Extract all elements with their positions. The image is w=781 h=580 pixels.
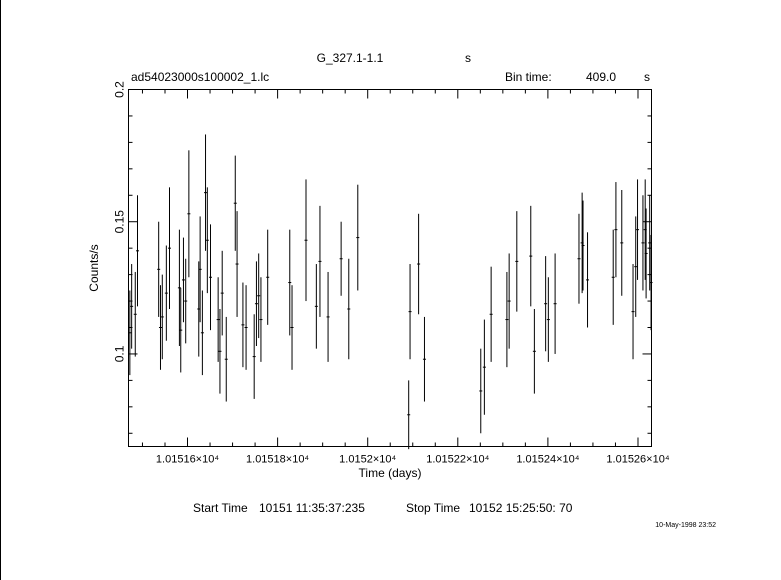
data-point xyxy=(544,256,547,351)
data-point xyxy=(204,134,207,250)
data-point xyxy=(620,190,623,296)
data-point xyxy=(184,259,187,344)
data-point xyxy=(217,277,220,362)
start-time-value: 10151 11:35:37:235 xyxy=(259,501,365,515)
data-point xyxy=(554,253,557,353)
data-point xyxy=(586,232,589,327)
data-point xyxy=(636,179,639,279)
data-point xyxy=(241,283,244,368)
x-tick-label: 1.01516×10⁴ xyxy=(155,453,220,466)
data-point xyxy=(327,272,330,362)
bin-time-unit: s xyxy=(644,70,650,84)
data-point xyxy=(340,222,343,296)
data-point xyxy=(641,195,644,290)
stop-time-label: Stop Time xyxy=(406,501,461,515)
data-point xyxy=(577,214,580,304)
data-point xyxy=(632,264,635,359)
data-point xyxy=(483,320,486,415)
data-point xyxy=(490,267,493,362)
x-tick-label: 1.01522×10⁴ xyxy=(426,453,490,466)
data-point xyxy=(253,314,256,399)
data-point xyxy=(318,206,321,317)
y-tick-label: 0.1 xyxy=(112,345,127,363)
data-point xyxy=(206,187,209,293)
data-point xyxy=(221,251,224,336)
data-point xyxy=(529,206,532,306)
data-point xyxy=(157,222,160,317)
data-point xyxy=(515,211,518,311)
data-point xyxy=(356,185,359,291)
data-point xyxy=(634,216,637,316)
data-point xyxy=(201,290,204,375)
data-point xyxy=(347,259,350,359)
y-tick-labels xyxy=(113,81,127,362)
data-point xyxy=(505,272,508,367)
data-point xyxy=(182,238,185,323)
file-name: ad54023000s100002_1.lc xyxy=(131,70,270,84)
data-point xyxy=(409,264,412,359)
data-point xyxy=(136,195,139,306)
data-point xyxy=(315,264,318,349)
data-point xyxy=(304,179,307,301)
data-point xyxy=(266,230,269,325)
data-point xyxy=(159,285,162,370)
x-tick-label: 1.01526×10⁴ xyxy=(606,453,670,466)
y-axis-title: Counts/s xyxy=(87,244,101,292)
bin-time-label: Bin time: xyxy=(505,70,552,84)
data-point xyxy=(407,380,410,449)
plot-date: 10-May-1998 23:52 xyxy=(655,522,716,529)
data-point xyxy=(209,224,212,330)
data-point xyxy=(161,275,164,360)
bin-time-value: 409.0 xyxy=(585,70,616,84)
data-point xyxy=(423,317,426,402)
data-point xyxy=(134,272,137,357)
data-point xyxy=(218,309,221,394)
data-point xyxy=(255,261,258,346)
data-point xyxy=(225,317,228,402)
data-point xyxy=(479,349,482,434)
data-point xyxy=(288,230,291,336)
data-point xyxy=(130,264,133,349)
data-point xyxy=(612,230,615,325)
y-tick-label: 0.2 xyxy=(112,81,127,98)
data-point xyxy=(234,156,237,251)
data-point xyxy=(547,277,550,362)
x-tick-label: 1.01518×10⁴ xyxy=(246,453,310,466)
data-point xyxy=(533,309,536,394)
data-point xyxy=(291,285,294,370)
data-points xyxy=(128,134,652,449)
x-axis-title: Time (days) xyxy=(358,466,422,480)
x-tick-labels xyxy=(156,454,670,466)
x-tick-label: 1.0152×10⁴ xyxy=(339,453,397,466)
data-point xyxy=(165,246,168,341)
x-tick-label: 1.01524×10⁴ xyxy=(516,453,580,466)
data-point xyxy=(417,214,420,314)
stop-time-value: 10152 15:25:50: 70 xyxy=(469,501,573,515)
data-point xyxy=(259,277,262,362)
data-point xyxy=(257,253,260,338)
data-point xyxy=(168,187,171,309)
y-tick-label: 0.15 xyxy=(112,210,127,234)
data-point xyxy=(614,182,617,277)
data-point xyxy=(508,253,511,348)
object-name: G_327.1-1.1 xyxy=(316,51,384,65)
start-time-label: Start Time xyxy=(193,501,248,515)
data-point xyxy=(236,211,239,317)
data-point xyxy=(245,285,248,370)
data-point xyxy=(187,150,190,277)
object-unit: s xyxy=(465,51,471,65)
